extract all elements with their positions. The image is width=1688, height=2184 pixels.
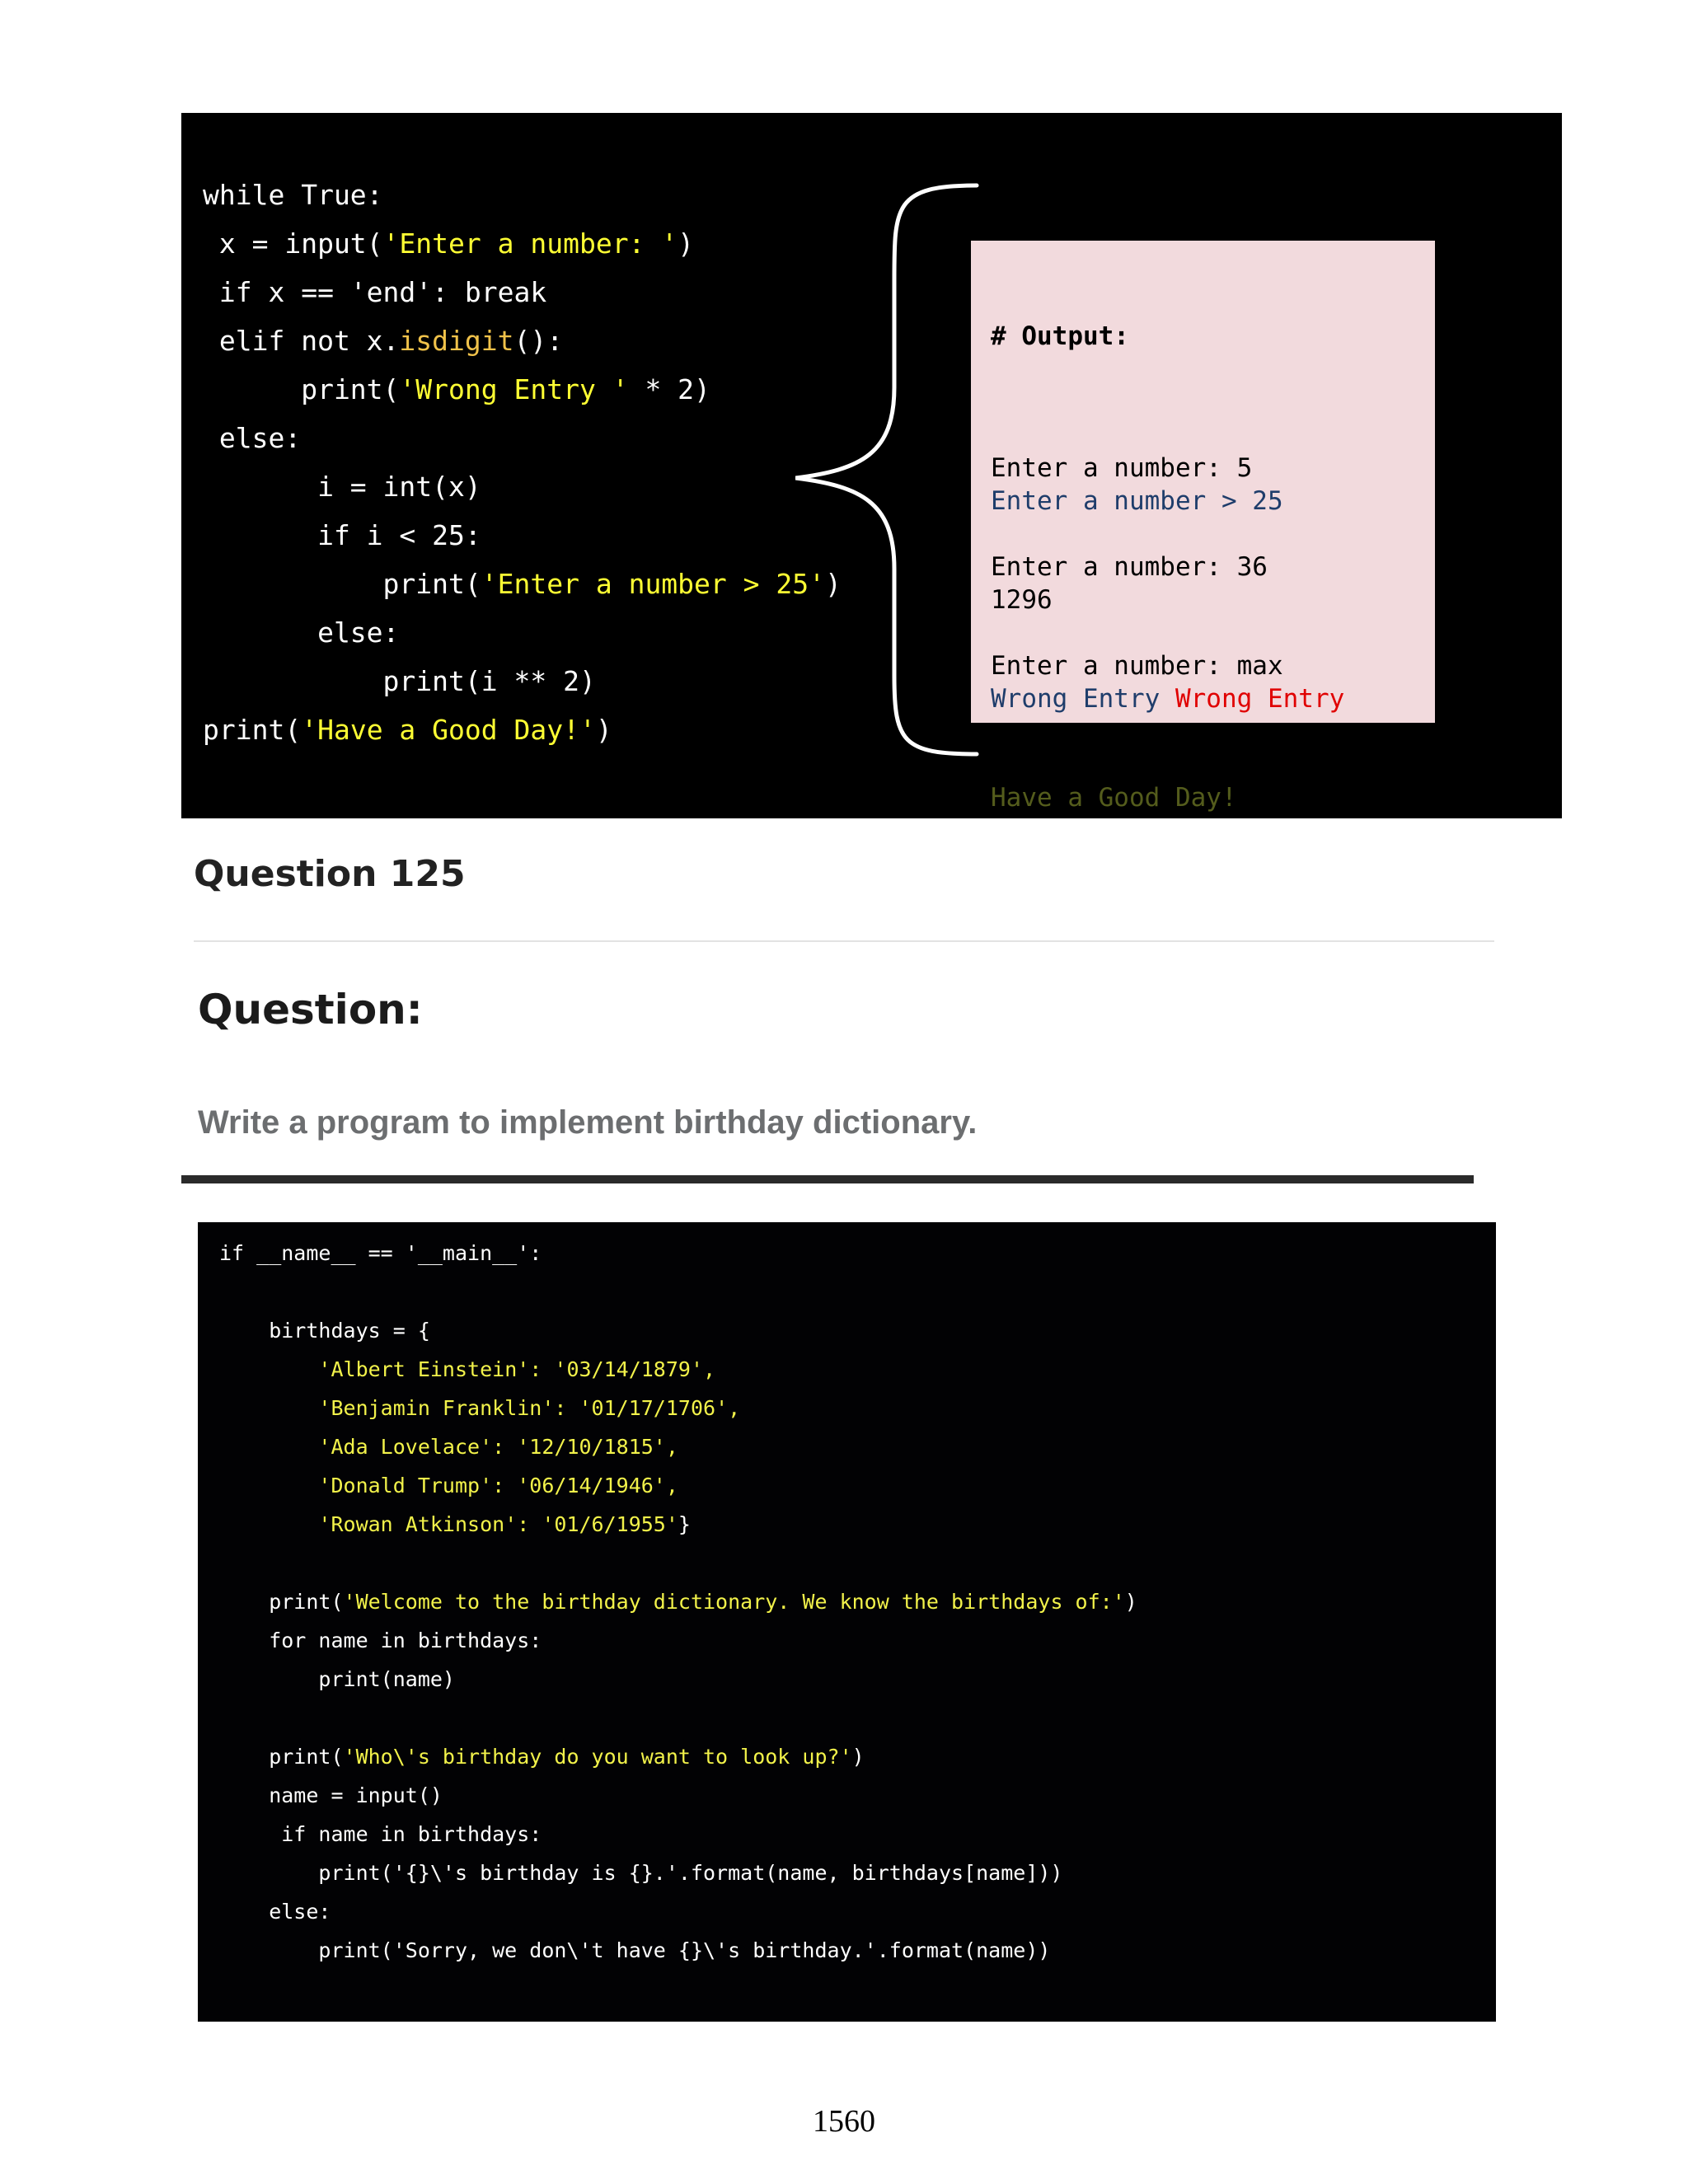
code-line: 'Ada Lovelace': '12/10/1815', [318, 1435, 678, 1459]
question-heading: Question: [198, 986, 423, 1033]
code-line: birthdays = { [219, 1319, 430, 1343]
code-line [219, 1544, 1137, 1582]
code-line: 'Albert Einstein': '03/14/1879', [318, 1357, 716, 1381]
output-line: Enter a number: 5 [991, 453, 1253, 483]
top-code-block [203, 171, 842, 754]
code-line: i = int(x) [203, 471, 481, 503]
code-line: 'Rowan Atkinson': '01/6/1955'} [318, 1512, 691, 1536]
curly-brace [795, 181, 993, 758]
code-line: if name in birthdays: [219, 1822, 542, 1846]
code-line: print('Sorry, we don\'t have {}\'s birthday.'.format(name)) [219, 1938, 1051, 1962]
code-line: print('{}\'s birthday is {}.'.format(name, birthdays[name])) [219, 1861, 1063, 1885]
code-line: if i < 25: [203, 519, 481, 551]
code-line [219, 1699, 1137, 1737]
output-line: Wrong Entry Wrong Entry [991, 684, 1345, 714]
code-line: name = input() [219, 1783, 443, 1807]
output-line: 1296 [991, 585, 1053, 615]
code-line: print('Who\'s birthday do you want to look up?') [219, 1745, 865, 1769]
code-line: print('Wrong Entry ' * 2) [203, 373, 710, 405]
code-line: print('Enter a number > 25') [203, 568, 842, 600]
output-line [991, 518, 1415, 551]
output-line: Enter a number: 36 [991, 552, 1268, 582]
thick-divider [181, 1175, 1474, 1183]
code-line: print(name) [219, 1667, 455, 1691]
output-line [991, 419, 1415, 452]
code-line: print('Welcome to the birthday dictionary. We know the birthdays of:') [219, 1590, 1137, 1614]
output-line: Enter a number > 25 [991, 486, 1283, 516]
divider [194, 940, 1494, 942]
output-line [991, 616, 1415, 649]
code-line: print('Have a Good Day!') [203, 714, 612, 746]
code-line: 'Donald Trump': '06/14/1946', [318, 1474, 678, 1497]
page-number: 1560 [813, 2104, 875, 2139]
output-heading: # Output: [991, 321, 1129, 351]
question-text: Write a program to implement birthday dictionary. [198, 1104, 978, 1141]
output-line: Enter a number: max [991, 651, 1283, 681]
code-line: for name in birthdays: [219, 1629, 542, 1652]
output-line: Have a Good Day! [991, 783, 1237, 813]
code-line: elif not x.isdigit(): [203, 325, 564, 357]
question-number: Question 125 [194, 853, 466, 895]
code-line: if x == 'end': break [203, 276, 547, 308]
code-line: if __name__ == '__main__': [219, 1241, 542, 1265]
code-line [219, 1272, 1137, 1311]
output-box [971, 241, 1435, 813]
code-line: else: [219, 1900, 331, 1924]
code-line: 'Benjamin Franklin': '01/17/1706', [318, 1396, 741, 1420]
top-code-panel [181, 113, 1562, 818]
output-line: Enter a number: end [991, 750, 1283, 780]
bottom-code-panel [198, 1222, 1496, 2022]
code-line: while True: [203, 179, 383, 211]
output-line [991, 715, 1415, 748]
code-line: x = input('Enter a number: ') [203, 227, 695, 260]
bottom-code-block [219, 1234, 1137, 1970]
code-line: else: [203, 616, 400, 649]
code-line: print(i ** 2) [203, 665, 596, 697]
code-line: else: [203, 422, 302, 454]
